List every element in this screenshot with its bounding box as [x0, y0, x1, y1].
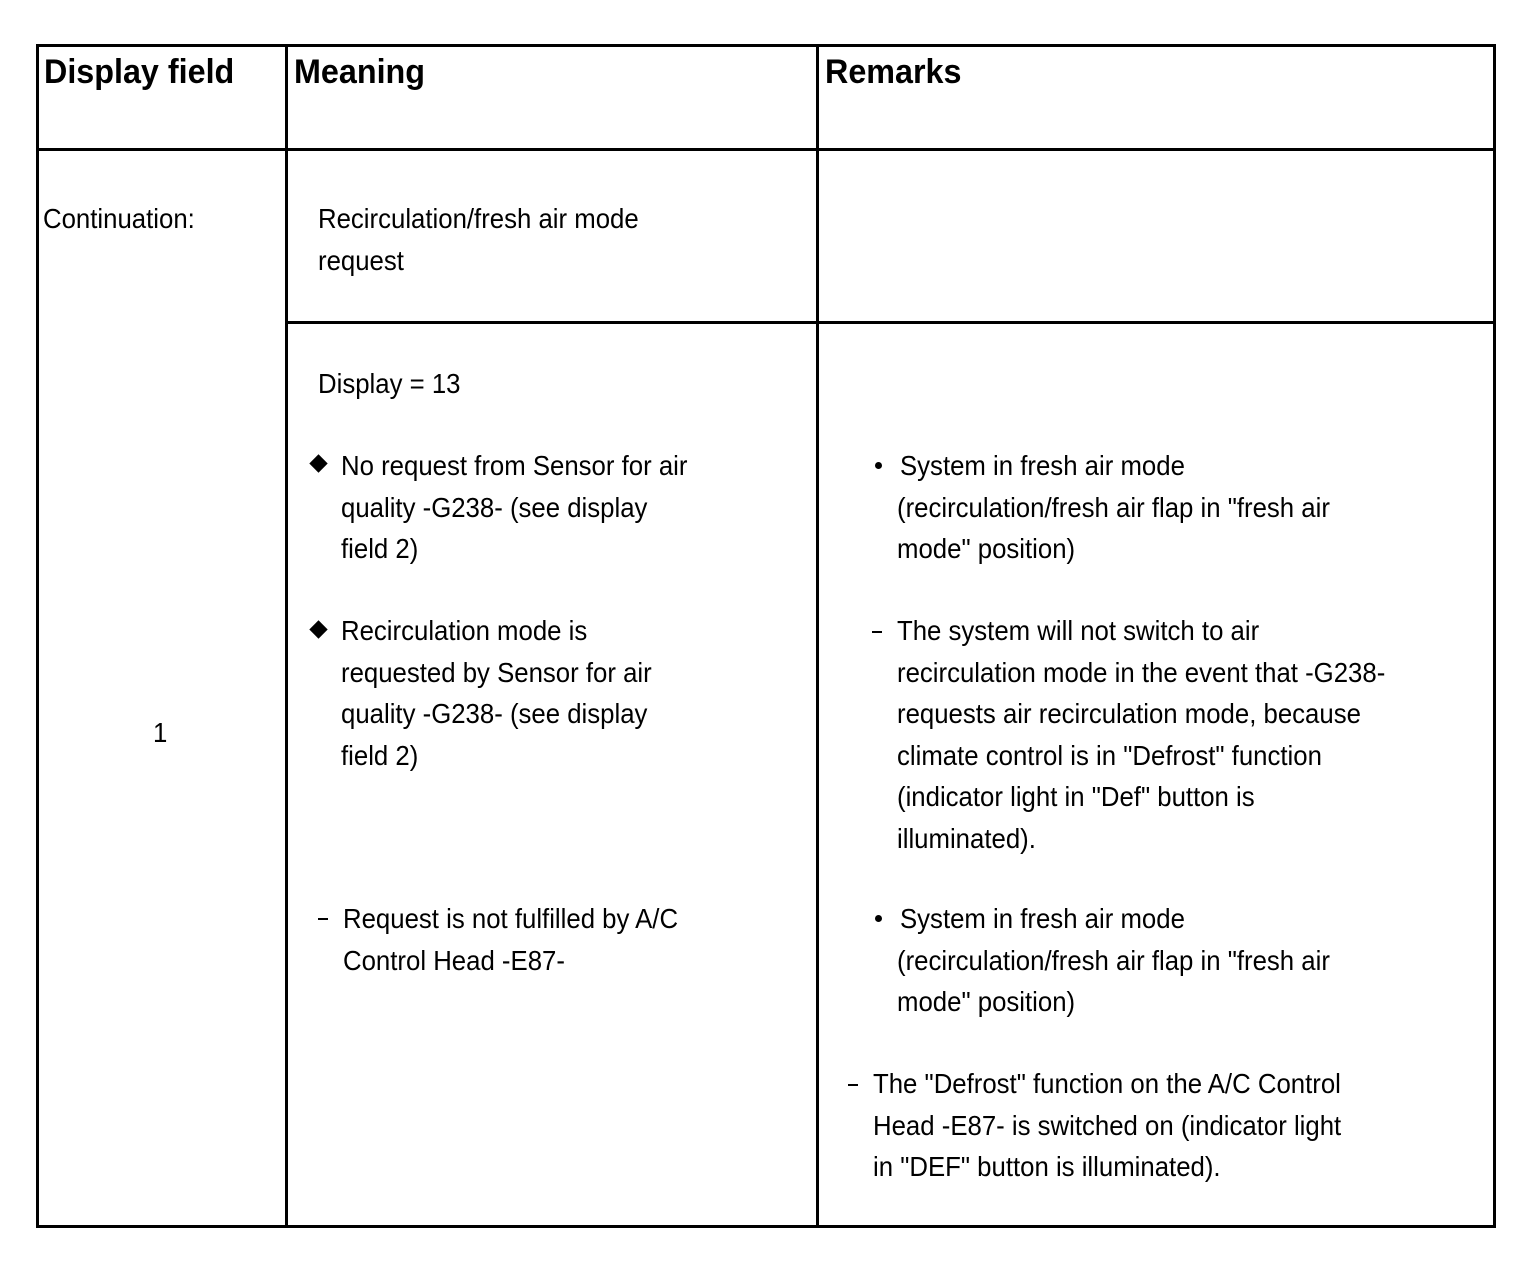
header-divider [39, 148, 1493, 151]
dash-bullet-icon [872, 631, 882, 633]
meaning-dash-1-line-1: Request is not fulfilled by A/C [343, 903, 679, 934]
meaning-bullet-1-line-3: field 2) [341, 533, 419, 564]
continuation-label: Continuation: [43, 203, 195, 234]
remarks-note-3-line-2: (recirculation/fresh air flap in "fresh air [897, 944, 1330, 976]
remarks-note-1-line-3: mode" position) [897, 533, 1076, 564]
meaning-bullet-2-line-3: quality -G238- (see display [341, 698, 648, 729]
row-divider [285, 321, 1493, 324]
remarks-note-1-line-1: System in fresh air mode [900, 450, 1185, 481]
remarks-note-3-line-3: mode" position) [897, 986, 1076, 1017]
dash-bullet-icon [848, 1084, 858, 1086]
remarks-note-2-line-4: climate control is in "Defrost" function [897, 739, 1322, 771]
dash-bullet-icon [318, 918, 328, 920]
header-display-field: Display field [44, 53, 235, 91]
remarks-note-2-line-6: illuminated). [897, 822, 1036, 854]
remarks-note-2-line-3: requests air recirculation mode, because [897, 698, 1361, 729]
display-field-table [36, 44, 1496, 1228]
remarks-note-4-line-1: The "Defrost" function on the A/C Control [873, 1068, 1341, 1099]
remarks-note-2-line-1: The system will not switch to air [897, 615, 1260, 646]
remarks-note-2-line-5: (indicator light in "Def" button is [897, 781, 1255, 812]
display-value: Display = 13 [318, 368, 461, 399]
remarks-note-1-line-2: (recirculation/fresh air flap in "fresh air [897, 491, 1330, 523]
meaning-bullet-2-line-4: field 2) [341, 739, 419, 771]
dot-bullet-icon [875, 462, 882, 469]
header-remarks: Remarks [825, 53, 962, 91]
remarks-note-3-line-1: System in fresh air mode [900, 903, 1185, 934]
meaning-title-line-1: Recirculation/fresh air mode [318, 203, 639, 234]
meaning-bullet-1-line-2: quality -G238- (see display [341, 491, 648, 523]
meaning-bullet-2-line-1: Recirculation mode is [341, 615, 588, 646]
column-divider-1 [285, 47, 288, 1225]
header-meaning: Meaning [294, 53, 426, 91]
meaning-bullet-2-line-2: requested by Sensor for air [341, 656, 652, 688]
meaning-bullet-1-line-1: No request from Sensor for air [341, 450, 688, 481]
display-field-number: 1 [153, 717, 168, 748]
remarks-note-4-line-3: in "DEF" button is illuminated). [873, 1151, 1221, 1182]
dot-bullet-icon [875, 915, 882, 922]
meaning-dash-1-line-2: Control Head -E87- [343, 944, 565, 976]
meaning-title-line-2: request [318, 244, 404, 276]
remarks-note-2-line-2: recirculation mode in the event that -G238- [897, 656, 1386, 688]
column-divider-2 [816, 47, 819, 1225]
remarks-note-4-line-2: Head -E87- is switched on (indicator light [873, 1109, 1342, 1141]
